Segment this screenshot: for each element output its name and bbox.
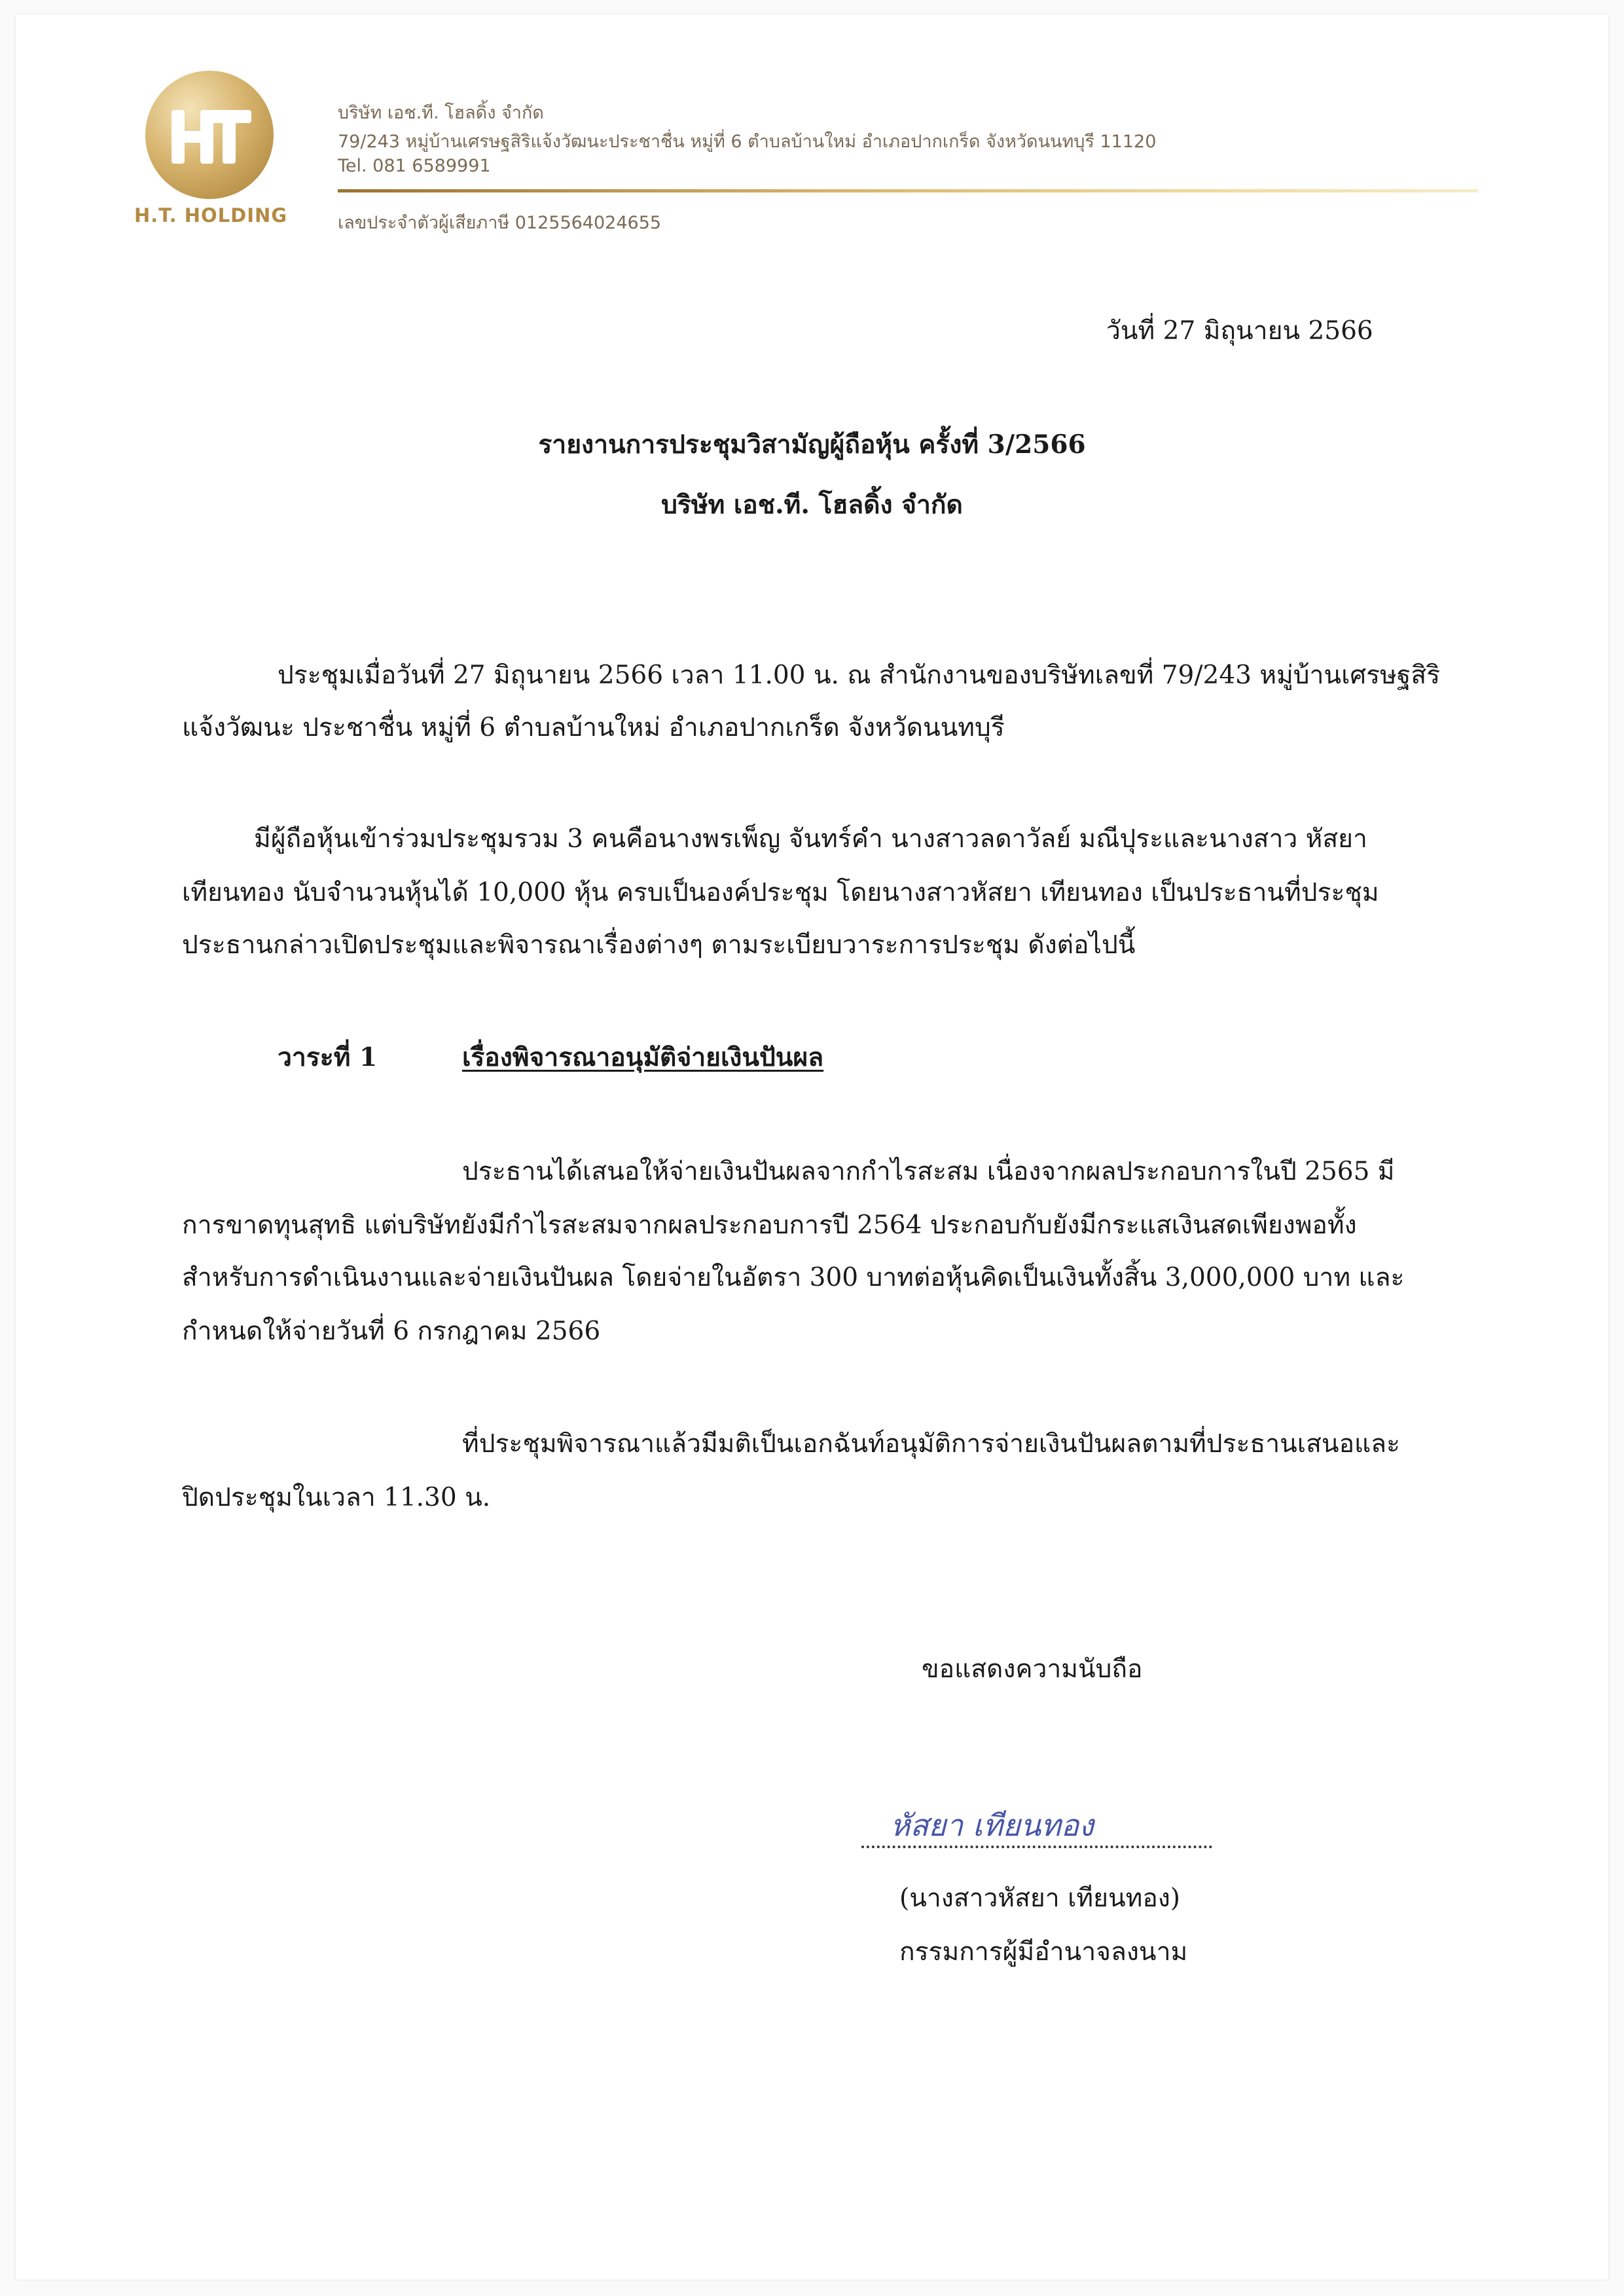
paragraph-line: สำหรับการดำเนินงานและจ่ายเงินปันผล โดยจ่ายในอัตรา 300 บาทต่อหุ้นคิดเป็นเงินทั้งสิ้น 3,000,000 บาท และ <box>182 1263 1405 1292</box>
company-name: บริษัท เอช.ที. โฮลดิ้ง จำกัด <box>338 103 544 123</box>
document-title: รายงานการประชุมวิสามัญผู้ถือหุ้น ครั้งที่ 3/2566 <box>538 429 1086 460</box>
paragraph-line: ปิดประชุมในเวลา 11.30 น. <box>182 1483 491 1512</box>
paragraph-line: ประธานกล่าวเปิดประชุมและพิจารณาเรื่องต่างๆ ตามระเบียบวาระการประชุม ดังต่อไปนี้ <box>182 930 1136 960</box>
paragraph-line: การขาดทุนสุทธิ แต่บริษัทยังมีกำไรสะสมจากผลประกอบการปี 2564 ประกอบกับยังมีกระแสเงินสดเพียงพอทั้ง <box>182 1211 1357 1240</box>
signer-name: (นางสาวหัสยา เทียนทอง) <box>899 1884 1181 1913</box>
company-address: 79/243 หมู่บ้านเศรษฐสิริแจ้งวัฒนะประชาชื่น หมู่ที่ 6 ตำบลบ้านใหม่ อำเภอปากเกร็ด จังหวัดนนทบุรี 11120 <box>338 132 1157 152</box>
signature-line <box>861 1846 1212 1848</box>
paragraph-line: ที่ประชุมพิจารณาแล้วมีมติเป็นเอกฉันท์อนุมัติการจ่ายเงินปันผลตามที่ประธานเสนอและ <box>462 1429 1400 1459</box>
company-logo-icon <box>145 71 274 199</box>
paragraph-line: เทียนทอง นับจำนวนหุ้นได้ 10,000 หุ้น ครบเป็นองค์ประชุม โดยนางสาวหัสยา เทียนทอง เป็นประธานที่ประชุม <box>182 878 1379 907</box>
document-subtitle: บริษัท เอช.ที. โฮลดิ้ง จำกัด <box>661 490 963 520</box>
document-date: วันที่ 27 มิถุนายน 2566 <box>1106 316 1373 346</box>
tax-id: เลขประจำตัวผู้เสียภาษี 0125564024655 <box>338 213 662 233</box>
paragraph-line: ประชุมเมื่อวันที่ 27 มิถุนายน 2566 เวลา 11.00 น. ณ สำนักงานของบริษัทเลขที่ 79/243 หมู่บ้านเศรษฐสิริ <box>278 661 1441 690</box>
document-page <box>16 14 1608 2280</box>
closing-regards: ขอแสดงความนับถือ <box>922 1654 1143 1684</box>
signer-role: กรรมการผู้มีอำนาจลงนาม <box>899 1937 1188 1967</box>
paragraph-line: ประธานได้เสนอให้จ่ายเงินปันผลจากกำไรสะสม เนื่องจากผลประกอบการในปี 2565 มี <box>462 1157 1395 1186</box>
letterhead-divider <box>338 189 1478 192</box>
handwritten-signature: หัสยา เทียนทอง <box>890 1808 1094 1843</box>
paragraph-line: แจ้งวัฒนะ ประชาชื่น หมู่ที่ 6 ตำบลบ้านใหม่ อำเภอปากเกร็ด จังหวัดนนทบุรี <box>182 713 1005 742</box>
paragraph-line: กำหนดให้จ่ายวันที่ 6 กรกฎาคม 2566 <box>182 1317 601 1346</box>
agenda-title: เรื่องพิจารณาอนุมัติจ่ายเงินปันผล <box>462 1042 824 1072</box>
paragraph-line: มีผู้ถือหุ้นเข้าร่วมประชุมรวม 3 คนคือนางพรเพ็ญ จันทร์คำ นางสาวลดาวัลย์ มณีปุระและนางสาว หัสยา <box>254 824 1367 854</box>
brand-name: H.T. HOLDING <box>134 204 288 227</box>
agenda-label: วาระที่ 1 <box>278 1042 378 1072</box>
company-tel: Tel. 081 6589991 <box>338 156 491 176</box>
